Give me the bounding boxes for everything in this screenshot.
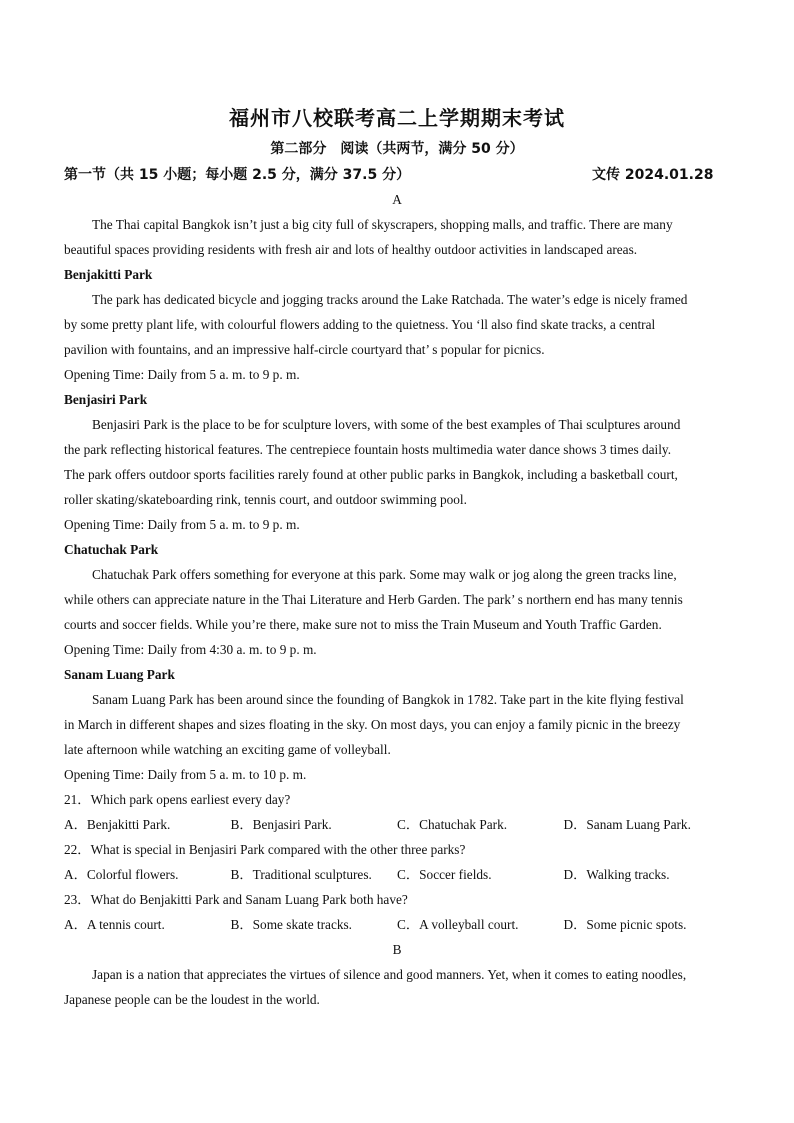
park-heading: Sanam Luang Park	[64, 667, 175, 682]
opening-time: Opening Time: Daily from 5 a. m. to 10 p. m.	[64, 767, 307, 782]
option-b: B．Benjasiri Park.	[230, 817, 332, 832]
option-d: D．Walking tracks.	[563, 867, 670, 882]
paragraph-line: The park has dedicated bicycle and jogging tracks around the Lake Ratchada. The water’s edge is nicely framed	[92, 292, 688, 307]
option-a: A．Colorful flowers.	[64, 867, 179, 882]
option-b: B．Traditional sculptures.	[230, 867, 372, 882]
passage-a-label: A	[392, 192, 402, 207]
opening-time: Opening Time: Daily from 5 a. m. to 9 p. m.	[64, 517, 300, 532]
option-d: D．Some picnic spots.	[563, 917, 687, 932]
question-options	[64, 862, 730, 887]
paragraph-line: Benjasiri Park is the place to be for sculpture lovers, with some of the best examples of Thai sculptures around	[92, 417, 681, 432]
paragraph-line: the park reflecting historical features. The centrepiece fountain hosts multimedia water dance shows 3 times daily.	[64, 442, 672, 457]
paragraph-line: while others can appreciate nature in the Thai Literature and Herb Garden. The park’ s northern end has many tennis	[64, 592, 683, 607]
paragraph-line: Sanam Luang Park has been around since the founding of Bangkok in 1782. Take part in the kite flying festival	[92, 692, 684, 707]
option-a: A．A tennis court.	[64, 917, 165, 932]
paragraph-line: courts and soccer fields. While you’re there, make sure not to miss the Train Museum and Youth Traffic Garden.	[64, 617, 662, 632]
section-heading: 第一节（共 15 小题；每小题 2.5 分，满分 37.5 分）	[64, 167, 411, 183]
paragraph-line: late afternoon while watching an exciting game of volleyball.	[64, 742, 391, 757]
passage-body	[64, 187, 730, 1012]
question-stem: 23．What do Benjakitti Park and Sanam Luang Park both have?	[64, 892, 408, 907]
option-c: C．Chatuchak Park.	[397, 817, 508, 832]
park-heading: Chatuchak Park	[64, 542, 159, 557]
question-stem: 22．What is special in Benjasiri Park compared with the other three parks?	[64, 842, 466, 857]
paragraph-line: Japan is a nation that appreciates the virtues of silence and good manners. Yet, when it comes to eating noodles,	[92, 967, 687, 982]
document-tag: 文传 2024.01.28	[592, 167, 714, 183]
opening-time: Opening Time: Daily from 5 a. m. to 9 p. m.	[64, 367, 300, 382]
part-subtitle: 第二部分 阅读（共两节，满分 50 分）	[270, 141, 524, 157]
paragraph-line: Chatuchak Park offers something for everyone at this park. Some may walk or jog along the green tracks line,	[92, 567, 677, 582]
option-d: D．Sanam Luang Park.	[563, 817, 691, 832]
paragraph-line: roller skating/skateboarding rink, tennis court, and outdoor swimming pool.	[64, 492, 467, 507]
question-options	[64, 912, 730, 937]
opening-time: Opening Time: Daily from 4:30 a. m. to 9 p. m.	[64, 642, 317, 657]
paragraph-line: in March in different shapes and sizes floating in the sky. On most days, you can enjoy a family picnic in the breezy	[64, 717, 681, 732]
question-options	[64, 812, 730, 837]
option-b: B．Some skate tracks.	[230, 917, 352, 932]
paragraph-line: The Thai capital Bangkok isn’t just a big city full of skyscrapers, shopping malls, and traffic. There are many	[92, 217, 673, 232]
paragraph-line: Japanese people can be the loudest in the world.	[64, 992, 320, 1007]
park-heading: Benjakitti Park	[64, 267, 153, 282]
option-c: C．A volleyball court.	[397, 917, 519, 932]
paragraph-line: beautiful spaces providing residents with fresh air and lots of healthy outdoor activities in landscaped areas.	[64, 242, 638, 257]
option-c: C．Soccer fields.	[397, 867, 492, 882]
paragraph-line: The park offers outdoor sports facilities rarely found at other public parks in Bangkok, including a basketball court,	[64, 467, 678, 482]
question-stem: 21．Which park opens earliest every day?	[64, 792, 291, 807]
paragraph-line: by some pretty plant life, with colourful flowers adding to the quietness. You ‘ll also find skate tracks, a central	[64, 317, 656, 332]
paragraph-line: pavilion with fountains, and an impressive half-circle courtyard that’ s popular for picnics.	[64, 342, 545, 357]
park-heading: Benjasiri Park	[64, 392, 148, 407]
exam-title: 福州市八校联考高二上学期期末考试	[229, 106, 565, 130]
passage-b-label: B	[392, 942, 402, 957]
option-a: A．Benjakitti Park.	[64, 817, 171, 832]
